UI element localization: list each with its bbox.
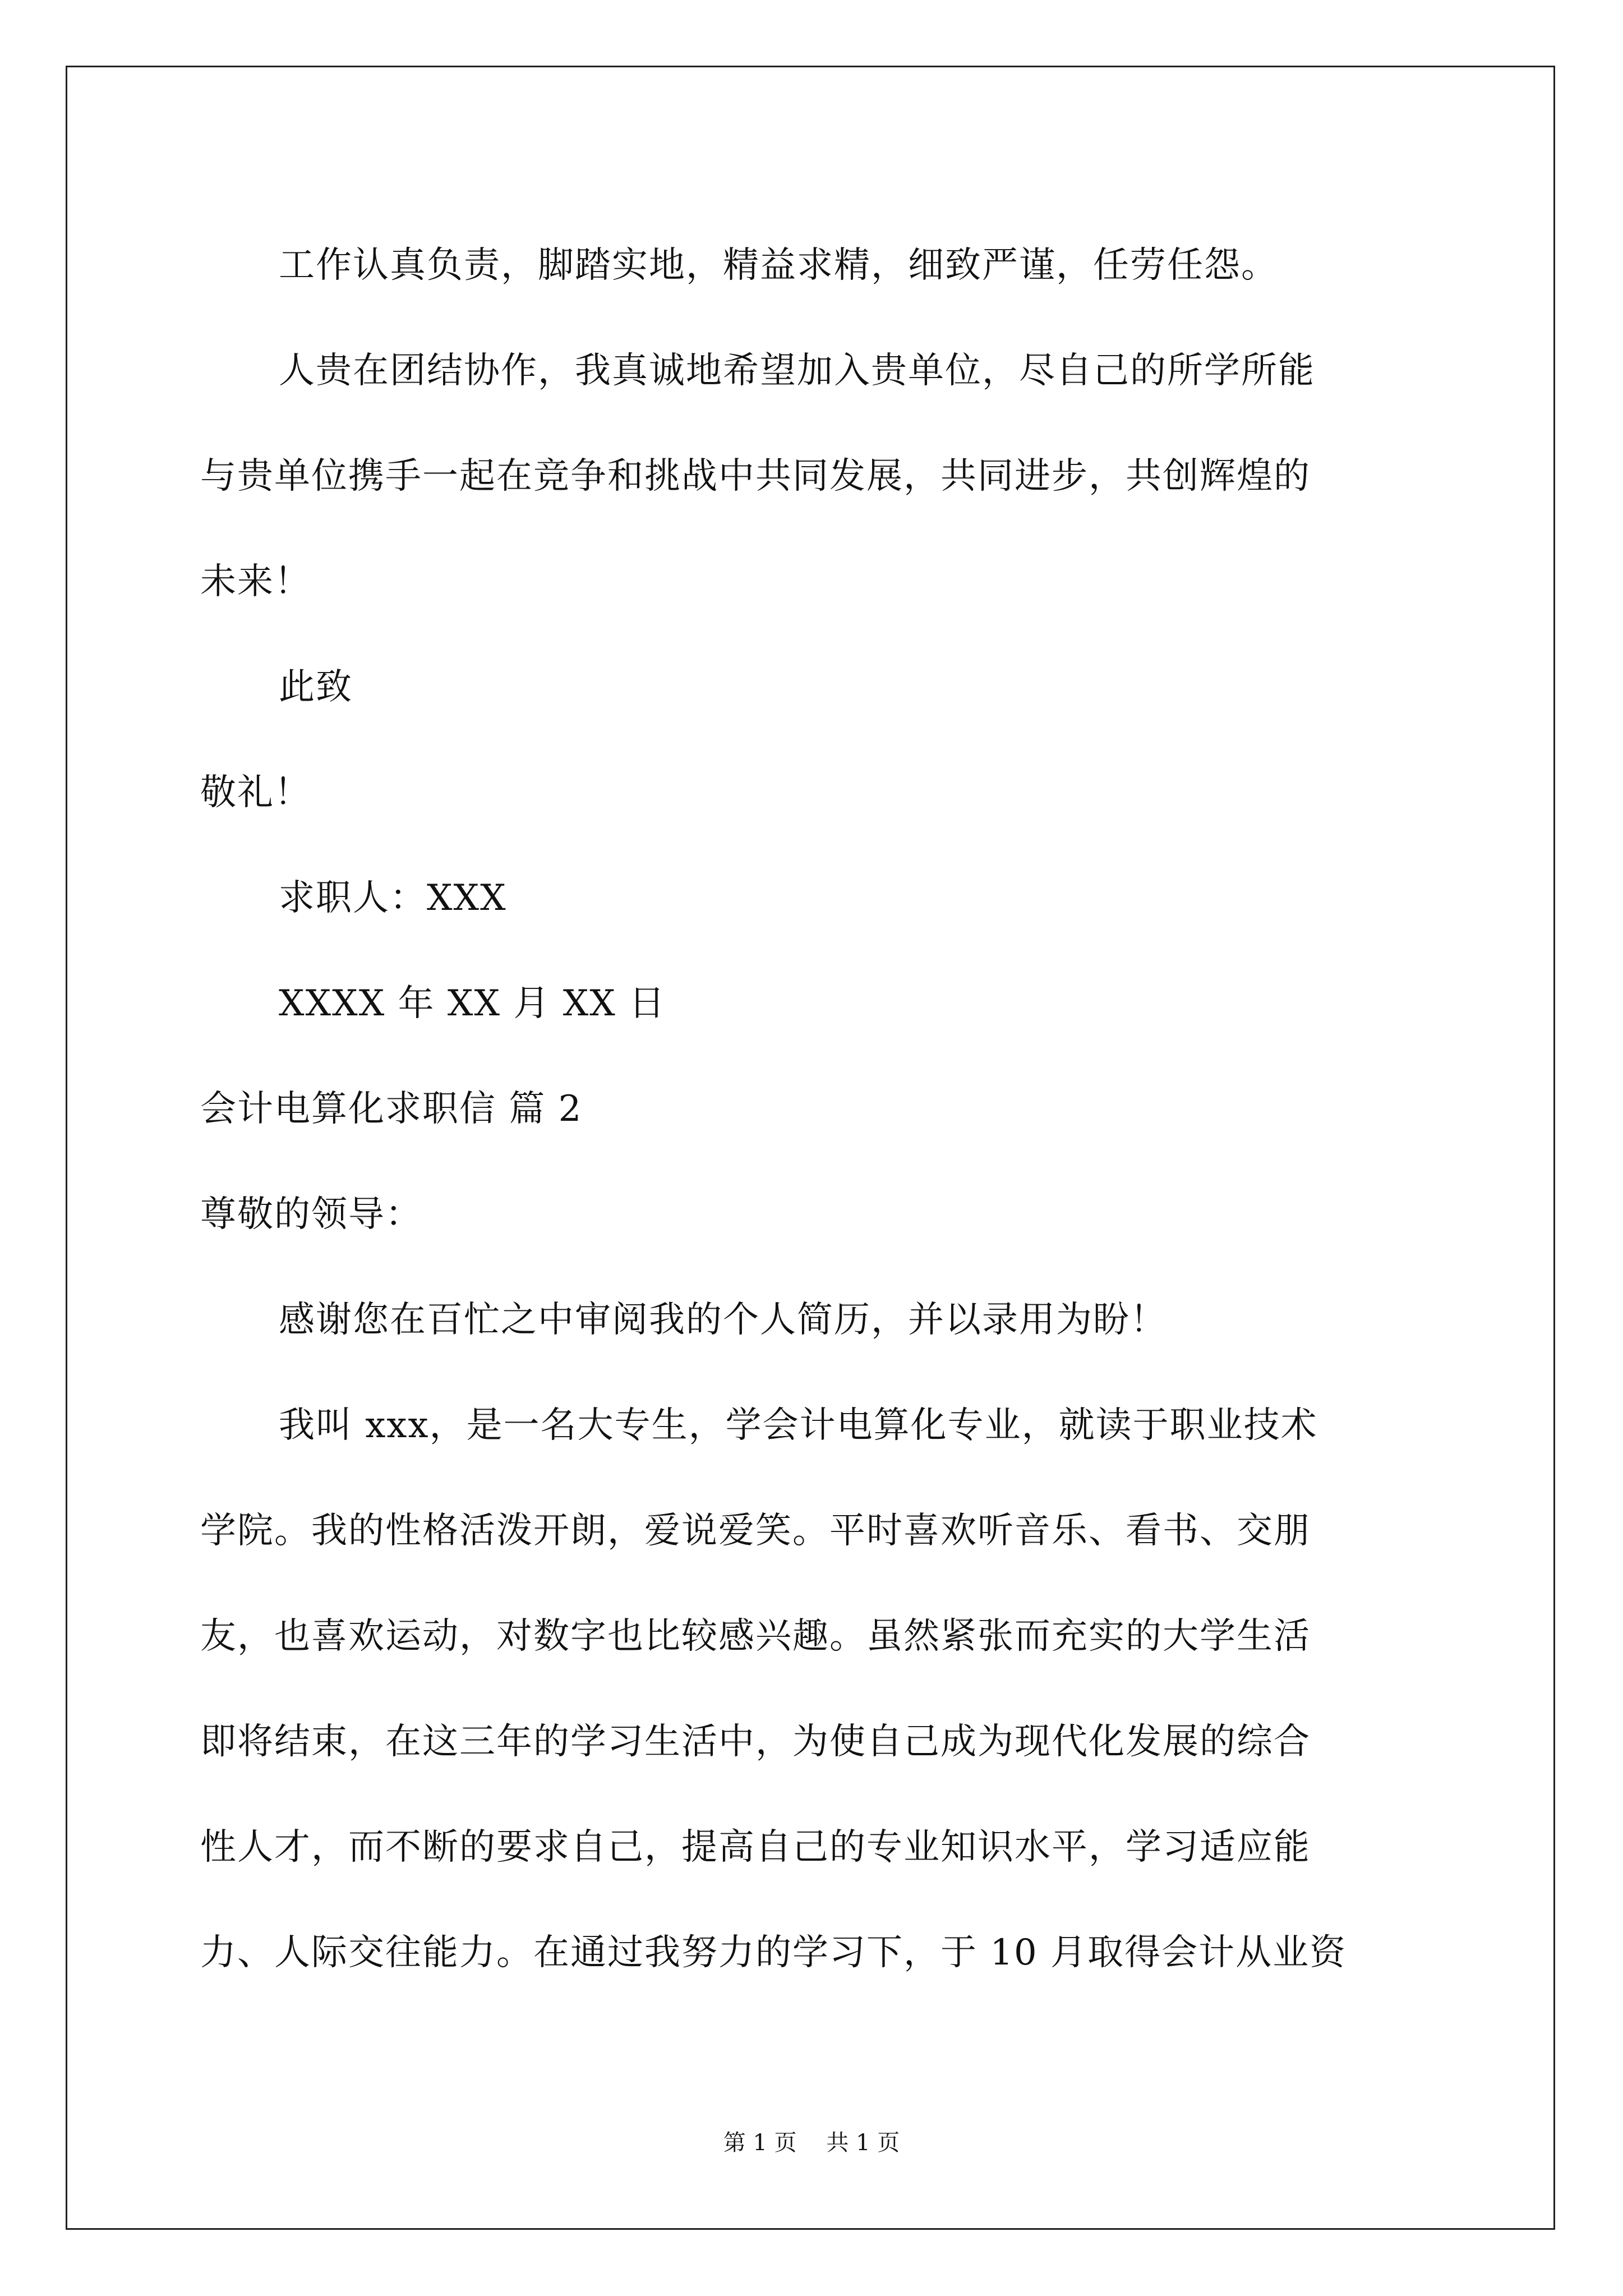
- page-total: 共 1 页: [826, 2130, 900, 2156]
- salutation-line: 敬礼！: [200, 772, 311, 813]
- signature-line: 求职人：XXX: [279, 877, 507, 919]
- body-line: 我叫 xxx，是一名大专生，学会计电算化专业，就读于职业技术: [279, 1405, 1318, 1446]
- body-line: 与贵单位携手一起在竞争和挑战中共同发展，共同进步，共创辉煌的: [200, 455, 1311, 497]
- body-line: 未来！: [200, 561, 311, 602]
- body-line: 人贵在团结协作，我真诚地希望加入贵单位，尽自己的所学所能: [279, 350, 1315, 392]
- page-footer: [0, 2129, 1623, 2157]
- closing-line: 此致: [279, 666, 353, 708]
- date-line: XXXX 年 XX 月 XX 日: [279, 983, 666, 1024]
- greeting-line: 尊敬的领导：: [200, 1194, 422, 1235]
- body-line: 即将结束，在这三年的学习生活中，为使自己成为现代化发展的综合: [200, 1721, 1311, 1763]
- body-line: 工作认真负责，脚踏实地，精益求精，细致严谨，任劳任怨。: [279, 245, 1278, 286]
- page-number: 第 1 页: [723, 2130, 797, 2156]
- body-line: 感谢您在百忙之中审阅我的个人简历，并以录用为盼！: [279, 1299, 1167, 1341]
- document-body: [200, 213, 1426, 2005]
- body-line: 学院。我的性格活泼开朗，爱说爱笑。平时喜欢听音乐、看书、交朋: [200, 1510, 1311, 1552]
- body-line: 性人才，而不断的要求自己，提高自己的专业知识水平，学习适应能: [200, 1826, 1311, 1868]
- section-title: 会计电算化求职信 篇 2: [200, 1088, 583, 1130]
- body-line: 力、人际交往能力。在通过我努力的学习下，于 10 月取得会计从业资: [200, 1932, 1347, 1973]
- body-line: 友，也喜欢运动，对数字也比较感兴趣。虽然紧张而充实的大学生活: [200, 1616, 1311, 1657]
